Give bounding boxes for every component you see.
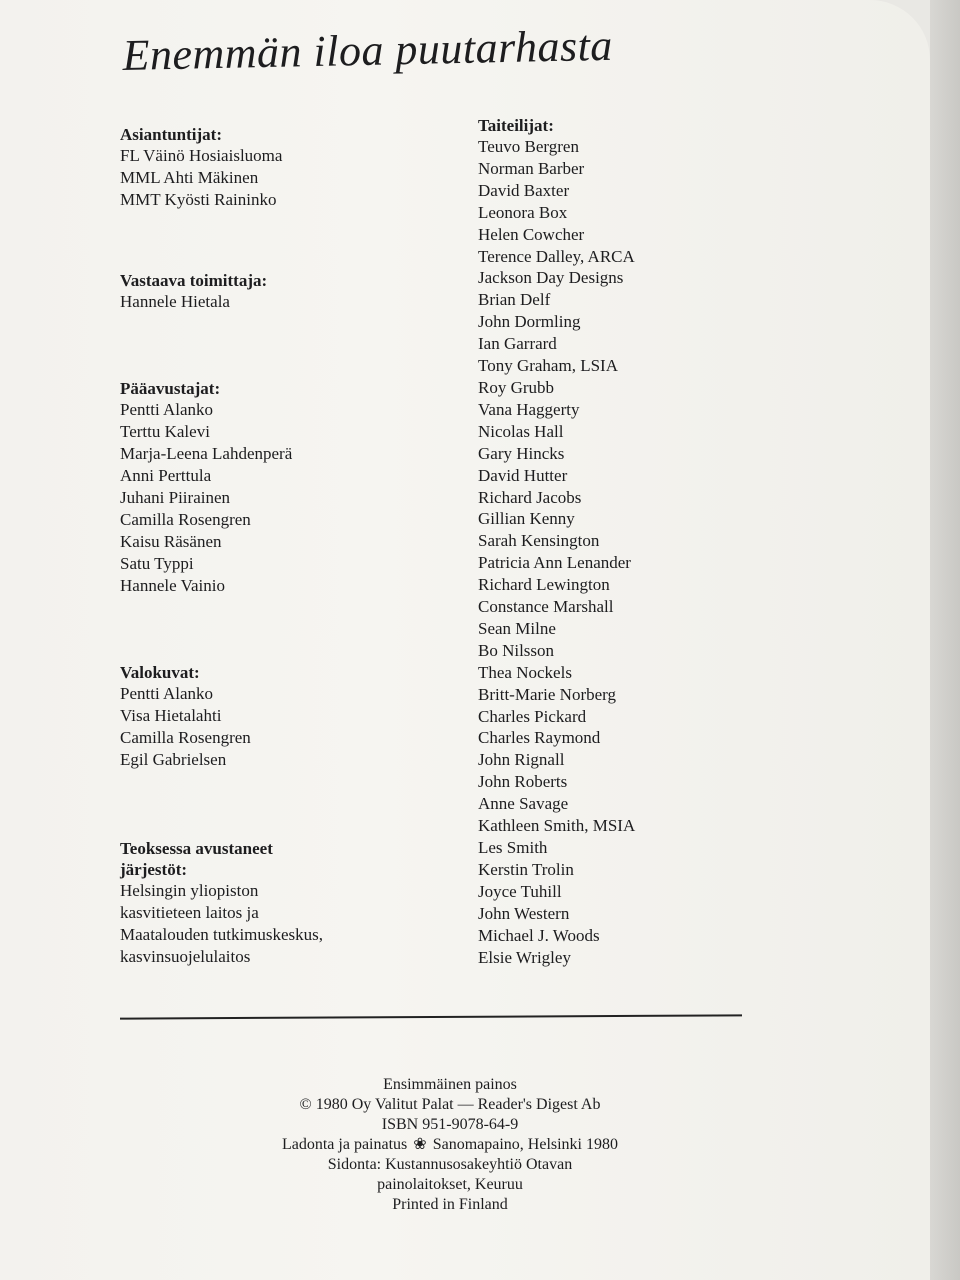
flower-icon: ❀	[413, 1136, 427, 1153]
artist-name: Brian Delf	[478, 290, 551, 310]
artist-name: Richard Jacobs	[478, 487, 582, 507]
credit-line: MML Ahti Mäkinen	[120, 168, 259, 187]
artists-column	[478, 115, 808, 968]
credit-line: Helsingin yliopiston	[120, 881, 259, 900]
credit-line: MMT Kyösti Raininko	[120, 190, 277, 209]
artist-name: Joyce Tuhill	[478, 881, 562, 901]
artist-name: Charles Pickard	[478, 706, 587, 726]
imprint	[200, 1075, 700, 1215]
credit-line: Marja-Leena Lahdenperä	[120, 444, 293, 463]
imprint-line	[200, 1135, 700, 1155]
page-title: Enemmän iloa puutarhasta	[122, 20, 614, 80]
section-heading: järjestöt:	[120, 860, 188, 879]
artist-name: Vana Haggerty	[478, 399, 580, 419]
artist-name: Britt-Marie Norberg	[478, 684, 617, 704]
artist-name: Gillian Kenny	[478, 509, 575, 529]
imprint-line: painolaitokset, Keuruu	[377, 1176, 523, 1193]
credit-line: Camilla Rosengren	[120, 728, 251, 747]
artist-name: Helen Cowcher	[478, 224, 585, 244]
imprint-line: Printed in Finland	[392, 1196, 508, 1213]
credit-line: Pentti Alanko	[120, 684, 214, 703]
section-experts	[120, 124, 282, 211]
artist-name: Leonora Box	[478, 202, 568, 222]
artist-name: Sarah Kensington	[478, 531, 600, 551]
credit-line: Hannele Hietala	[120, 292, 230, 311]
artist-name: Thea Nockels	[478, 662, 572, 682]
credit-line: Kaisu Räsänen	[120, 532, 222, 551]
artist-name: Norman Barber	[478, 158, 585, 178]
artist-name: Bo Nilsson	[478, 640, 555, 660]
artist-name: John Rignall	[478, 750, 565, 770]
imprint-line: Ensimmäinen painos	[383, 1076, 517, 1093]
section-heading: Asiantuntijat:	[120, 125, 223, 144]
artist-name: David Hutter	[478, 465, 568, 485]
artist-name: Kerstin Trolin	[478, 859, 574, 879]
artist-name: Roy Grubb	[478, 377, 555, 397]
artist-name: Richard Lewington	[478, 575, 610, 595]
artist-name: Kathleen Smith, MSIA	[478, 816, 636, 836]
credit-line: Egil Gabrielsen	[120, 750, 227, 769]
artist-name: John Roberts	[478, 772, 568, 792]
section-organizations	[120, 838, 323, 968]
artist-name: Teuvo Bergren	[478, 137, 579, 156]
artist-name: David Baxter	[478, 180, 570, 200]
artist-name: Gary Hincks	[478, 443, 565, 463]
artist-list	[478, 136, 808, 968]
section-heading: Taiteilijat:	[478, 116, 554, 135]
credit-line: Hannele Vainio	[120, 576, 225, 595]
artist-name: Tony Graham, LSIA	[478, 356, 618, 376]
imprint-line: Sidonta: Kustannusosakeyhtiö Otavan	[327, 1156, 573, 1173]
credit-line: FL Väinö Hosiaisluoma	[120, 146, 283, 165]
credit-line: Camilla Rosengren	[120, 510, 251, 529]
artist-name: Terence Dalley, ARCA	[478, 246, 635, 266]
artist-name: Charles Raymond	[478, 728, 601, 748]
artist-name: Les Smith	[478, 838, 548, 857]
artist-name: Elsie Wrigley	[478, 947, 571, 967]
imprint-line: © 1980 Oy Valitut Palat — Reader's Digest Ab	[299, 1096, 601, 1113]
artist-name: John Western	[478, 903, 570, 923]
divider-rule	[120, 1014, 742, 1019]
book-edge	[930, 0, 960, 1280]
artist-name: Ian Garrard	[478, 334, 557, 354]
credit-line: Terttu Kalevi	[120, 422, 210, 441]
artist-name: Jackson Day Designs	[478, 268, 624, 288]
artist-name: Anne Savage	[478, 794, 569, 814]
imprint-text: Ladonta ja painatus	[281, 1136, 408, 1153]
artist-name: Constance Marshall	[478, 597, 614, 617]
imprint-line: ISBN 951-9078-64-9	[381, 1116, 519, 1133]
credit-line: Pentti Alanko	[120, 400, 214, 419]
credit-line: kasvinsuojelulaitos	[120, 947, 251, 966]
credit-line: Satu Typpi	[120, 554, 194, 573]
section-heading: Valokuvat:	[120, 663, 200, 682]
section-heading: Pääavustajat:	[120, 379, 221, 398]
section-photos	[120, 662, 251, 771]
section-main-contributors	[120, 378, 292, 597]
section-heading: Vastaava toimittaja:	[120, 271, 268, 290]
credit-line: kasvitieteen laitos ja	[120, 903, 259, 922]
section-heading: Teoksessa avustaneet	[120, 839, 273, 858]
artist-name: Michael J. Woods	[478, 925, 600, 945]
credit-line: Maatalouden tutkimuskeskus,	[120, 925, 324, 944]
artist-name: Nicolas Hall	[478, 421, 564, 441]
imprint-text: Sanomapaino, Helsinki 1980	[432, 1136, 618, 1153]
artist-name: John Dormling	[478, 312, 581, 332]
artist-name: Patricia Ann Lenander	[478, 553, 631, 573]
credit-line: Visa Hietalahti	[120, 706, 222, 725]
credit-line: Anni Perttula	[120, 466, 212, 485]
section-editor	[120, 270, 267, 313]
artist-name: Sean Milne	[478, 618, 556, 638]
credit-line: Juhani Piirainen	[120, 488, 231, 507]
